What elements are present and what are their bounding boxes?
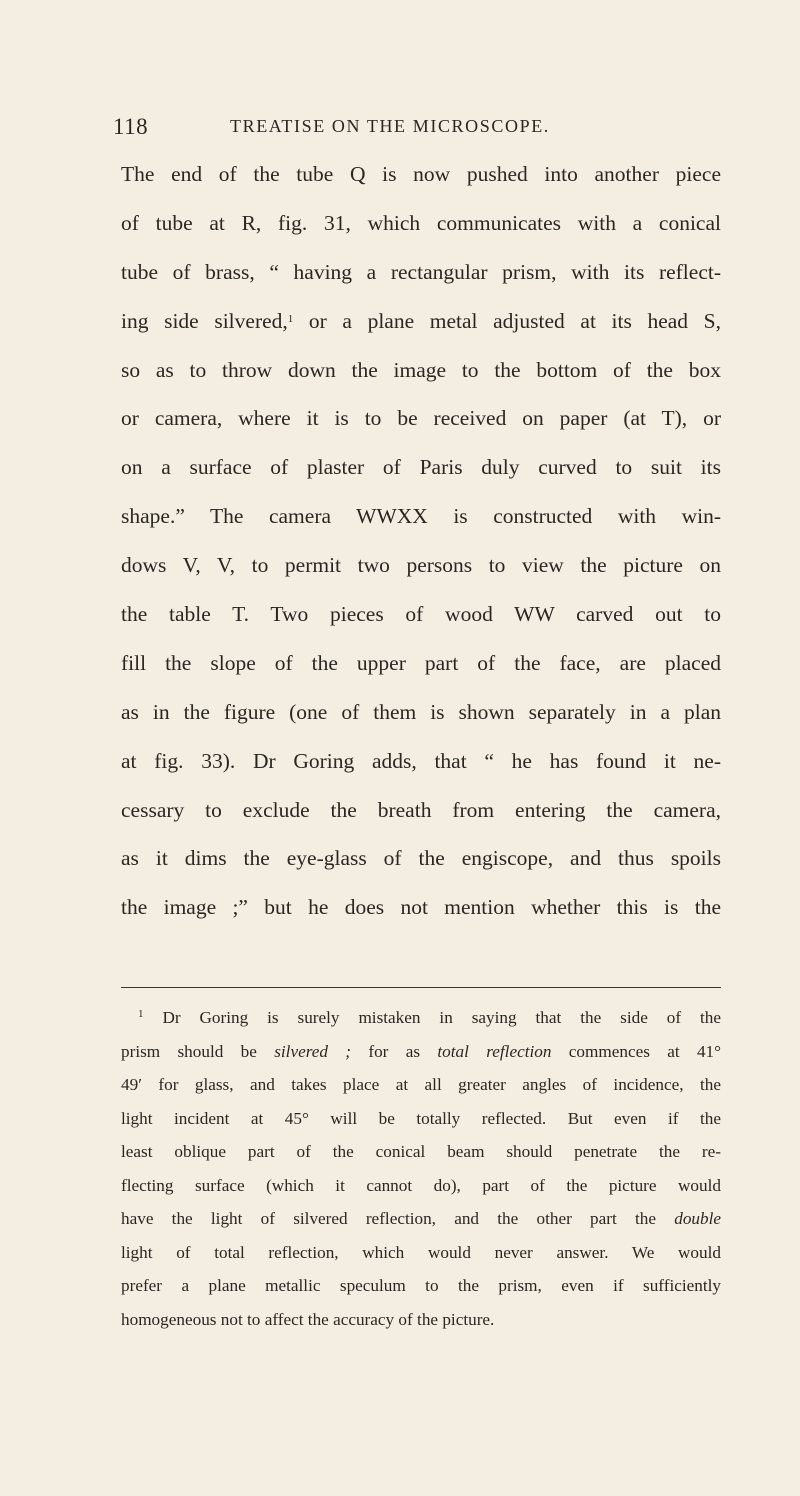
footnote-divider: [121, 987, 721, 988]
footnote-text: prism should be: [121, 1041, 257, 1061]
footnote-line: 49′ for glass, and takes place at all greater angles of incidence, the: [121, 1075, 721, 1094]
footnote-line: prefer a plane metallic speculum to the prism, even if sufficiently: [121, 1276, 721, 1295]
body-line-segment: or a plane metal adjusted at its head S,: [293, 308, 721, 333]
body-line: tube of brass, “ having a rectangular prism, with its reflect-: [121, 259, 721, 284]
footnote-line: least oblique part of the conical beam should penetrate the re-: [121, 1142, 721, 1161]
body-line-with-footnote-ref: [121, 297, 721, 346]
body-line: fill the slope of the upper part of the face, are placed: [121, 650, 721, 675]
body-line: or camera, where it is to be received on paper (at T), or: [121, 406, 721, 431]
footnote-line: flecting surface (which it cannot do), part of the picture would: [121, 1175, 721, 1195]
body-line-segment: ing side silvered,: [121, 308, 288, 333]
footnote-emphasis: double: [674, 1209, 722, 1228]
footnote-line: homogeneous not to affect the accuracy of the picture.: [121, 1309, 495, 1329]
body-line: as it dims the eye-glass of the engiscope, and thus spoils: [121, 846, 721, 871]
body-line: The end of the tube Q is now pushed into another piece: [121, 162, 721, 186]
footnote-line: [121, 1001, 721, 1035]
footnote-line: [121, 1035, 721, 1069]
body-line: so as to throw down the image to the bottom of the box: [121, 357, 721, 382]
body-line: shape.” The camera WWXX is constructed with win-: [121, 504, 721, 529]
body-line: at fig. 33). Dr Goring adds, that “ he has found it ne-: [121, 748, 721, 773]
page-number: 118: [113, 114, 149, 139]
running-head: TREATISE ON THE MICROSCOPE.: [230, 116, 550, 136]
body-line: the table T. Two pieces of wood WW carved out to: [121, 602, 721, 627]
footnote-emphasis: silvered ;: [274, 1041, 352, 1061]
footnote-marker: 1: [138, 1008, 144, 1020]
body-line: cessary to exclude the breath from entering the camera,: [121, 797, 721, 822]
body-line: dows V, V, to permit two persons to view the picture on: [121, 553, 721, 578]
footnote-line: light incident at 45° will be totally reflected. But even if the: [121, 1108, 721, 1128]
footnote-text: Dr Goring is surely mistaken in saying that the side of the: [162, 1008, 721, 1027]
body-paragraph: [121, 150, 721, 932]
footnote-text: have the light of silvered reflection, and the other part the: [121, 1209, 656, 1228]
page-header: [113, 114, 713, 144]
footnote-reference: 1: [287, 312, 294, 325]
body-line: as in the figure (one of them is shown separately in a plan: [121, 699, 721, 724]
footnote-text: commences at 41°: [568, 1041, 722, 1061]
body-line: of tube at R, fig. 31, which communicates with a conical: [121, 210, 721, 235]
body-line: on a surface of plaster of Paris duly curved to suit its: [121, 455, 721, 480]
footnote-line: light of total reflection, which would never answer. We would: [121, 1242, 721, 1262]
body-line: the image ;” but he does not mention whether this is the: [121, 895, 721, 920]
footnote-line: [121, 1202, 721, 1236]
footnote: [121, 1001, 721, 1336]
footnote-text: for as: [368, 1041, 421, 1061]
footnote-emphasis: total reflection: [437, 1041, 552, 1061]
